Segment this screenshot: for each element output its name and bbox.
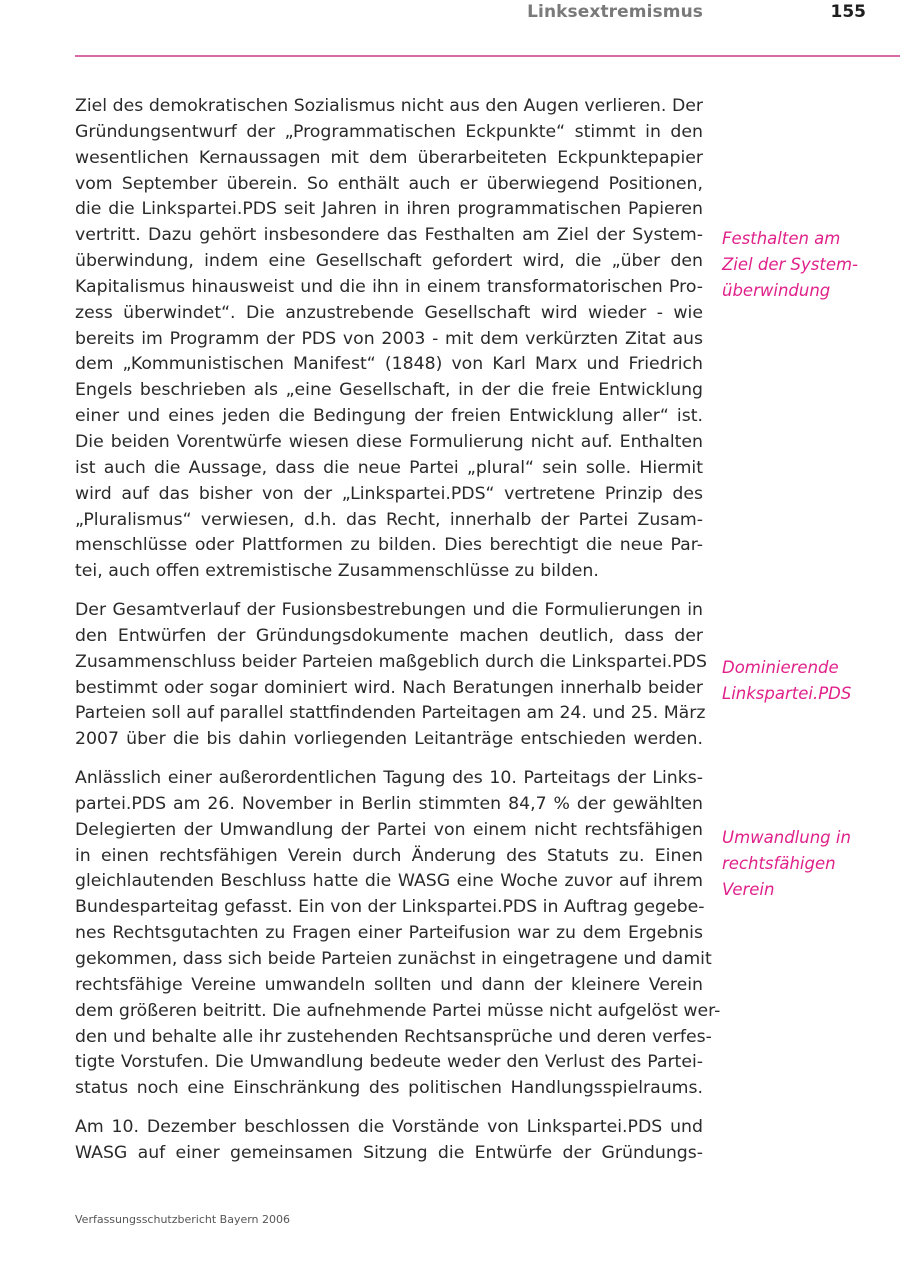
- text-line: Der Gesamtverlauf der Fusionsbestrebungen und die Formulierungen in: [75, 600, 703, 621]
- text-line: Gründungsentwurf der „Programmatischen Eckpunkte“ stimmt in den: [75, 121, 703, 142]
- margin-note-line: rechtsfähigen: [722, 853, 836, 873]
- text-line: die die Linkspartei.PDS seit Jahren in ihren programmatischen Papieren: [75, 199, 703, 220]
- text-line: Anlässlich einer außerordentlichen Tagung des 10. Parteitags der Links-: [75, 768, 703, 789]
- text-line: Kapitalismus hinausweist und die ihn in einem transformatorischen Pro-: [75, 276, 703, 297]
- text-line: ist auch die Aussage, dass die neue Partei „plural“ sein solle. Hiermit: [75, 457, 703, 478]
- text-line: Am 10. Dezember beschlossen die Vorstände von Linkspartei.PDS und: [75, 1117, 703, 1138]
- text-line: Engels beschrieben als „eine Gesellschaft, in der die freie Entwicklung: [75, 380, 703, 401]
- text-line: wird auf das bisher von der „Linkspartei.PDS“ vertretene Prinzip des: [75, 483, 703, 504]
- text-line: vom September überein. So enthält auch er überwiegend Positionen,: [75, 173, 703, 194]
- text-line: den Entwürfen der Gründungsdokumente machen deutlich, dass der: [75, 625, 703, 646]
- text-line: vertritt. Dazu gehört insbesondere das Festhalten am Ziel der System-: [75, 225, 703, 246]
- text-line: Parteien soll auf parallel stattfindenden Parteitagen am 24. und 25. März: [75, 703, 706, 724]
- margin-note-systemueberwindung: [722, 226, 892, 304]
- text-line: zess überwindet“. Die anzustrebende Gesellschaft wird wieder - wie: [75, 302, 703, 323]
- text-line: Zusammenschluss beider Parteien maßgeblich durch die Linkspartei.PDS: [75, 651, 707, 672]
- paragraph-1: [75, 94, 703, 585]
- text-line: partei.PDS am 26. November in Berlin stimmten 84,7 % der gewählten: [75, 793, 703, 814]
- text-line: Bundesparteitag gefasst. Ein von der Linkspartei.PDS in Auftrag gegebe-: [75, 897, 705, 918]
- margin-note-line: Ziel der System-: [722, 254, 859, 274]
- text-line: den und behalte alle ihr zustehenden Rechtsansprüche und deren verfes-: [75, 1026, 712, 1047]
- margin-note-line: Linkspartei.PDS: [722, 683, 852, 703]
- margin-note-line: Verein: [722, 879, 775, 899]
- text-line: überwindung, indem eine Gesellschaft gefordert wird, die „über den: [75, 251, 703, 272]
- text-line: status noch eine Einschränkung des politischen Handlungsspielraums.: [75, 1078, 703, 1099]
- paragraph-3: [75, 766, 721, 1102]
- text-line: gleichlautenden Beschluss hatte die WASG eine Woche zuvor auf ihrem: [75, 871, 703, 892]
- text-line: „Pluralismus“ verwiesen, d.h. das Recht, innerhalb der Partei Zusam-: [75, 509, 703, 530]
- text-line: wesentlichen Kernaussagen mit dem überarbeiteten Eckpunktepapier: [75, 147, 703, 168]
- text-line: nes Rechtsgutachten zu Fragen einer Parteifusion war zu dem Ergebnis: [75, 923, 703, 944]
- header-rule: [75, 55, 900, 57]
- text-line: rechtsfähige Vereine umwandeln sollten und dann der kleinere Verein: [75, 974, 703, 995]
- section-title: Linksextremismus: [527, 2, 703, 22]
- text-line: Die beiden Vorentwürfe wiesen diese Formulierung nicht auf. Enthalten: [75, 431, 703, 452]
- text-line: gekommen, dass sich beide Parteien zunächst in eingetragene und damit: [75, 949, 712, 969]
- margin-note-line: Dominierende: [722, 658, 839, 677]
- margin-note-line: überwindung: [722, 280, 831, 300]
- margin-note-dominierende-linkspartei: [722, 655, 892, 707]
- paragraph-2: [75, 598, 707, 753]
- body-text: [75, 94, 721, 1180]
- text-line: 2007 über die bis dahin vorliegenden Leitanträge entschieden werden.: [75, 729, 703, 750]
- text-line: einer und eines jeden die Bedingung der freien Entwicklung aller“ ist.: [75, 406, 703, 427]
- margin-note-line: Festhalten am: [722, 229, 841, 248]
- text-line: dem größeren beitritt. Die aufnehmende Partei müsse nicht aufgelöst wer-: [75, 1000, 721, 1021]
- text-line: tei, auch offen extremistische Zusammenschlüsse zu bilden.: [75, 561, 599, 582]
- text-line: bereits im Programm der PDS von 2003 - mit dem verkürzten Zitat aus: [75, 328, 703, 349]
- page-footer: Verfassungsschutzbericht Bayern 2006: [75, 1213, 291, 1226]
- running-header: [75, 26, 900, 56]
- page-number: 155: [830, 2, 866, 22]
- text-line: dem „Kommunistischen Manifest“ (1848) von Karl Marx und Friedrich: [75, 354, 703, 375]
- margin-note-line: Umwandlung in: [722, 828, 851, 847]
- text-line: bestimmt oder sogar dominiert wird. Nach Beratungen innerhalb beider: [75, 677, 703, 698]
- text-line: in einen rechtsfähigen Verein durch Änderung des Statuts zu. Einen: [75, 845, 703, 866]
- text-line: tigte Vorstufen. Die Umwandlung bedeute weder den Verlust des Partei-: [75, 1052, 703, 1073]
- paragraph-4: [75, 1115, 703, 1167]
- text-line: WASG auf einer gemeinsamen Sitzung die Entwürfe der Gründungs-: [75, 1142, 703, 1163]
- text-line: menschlüsse oder Plattformen zu bilden. Dies berechtigt die neue Par-: [75, 535, 703, 556]
- text-line: Ziel des demokratischen Sozialismus nicht aus den Augen verlieren. Der: [75, 96, 703, 116]
- margin-note-umwandlung-verein: [722, 825, 892, 903]
- text-line: Delegierten der Umwandlung der Partei von einem nicht rechtsfähigen: [75, 819, 703, 840]
